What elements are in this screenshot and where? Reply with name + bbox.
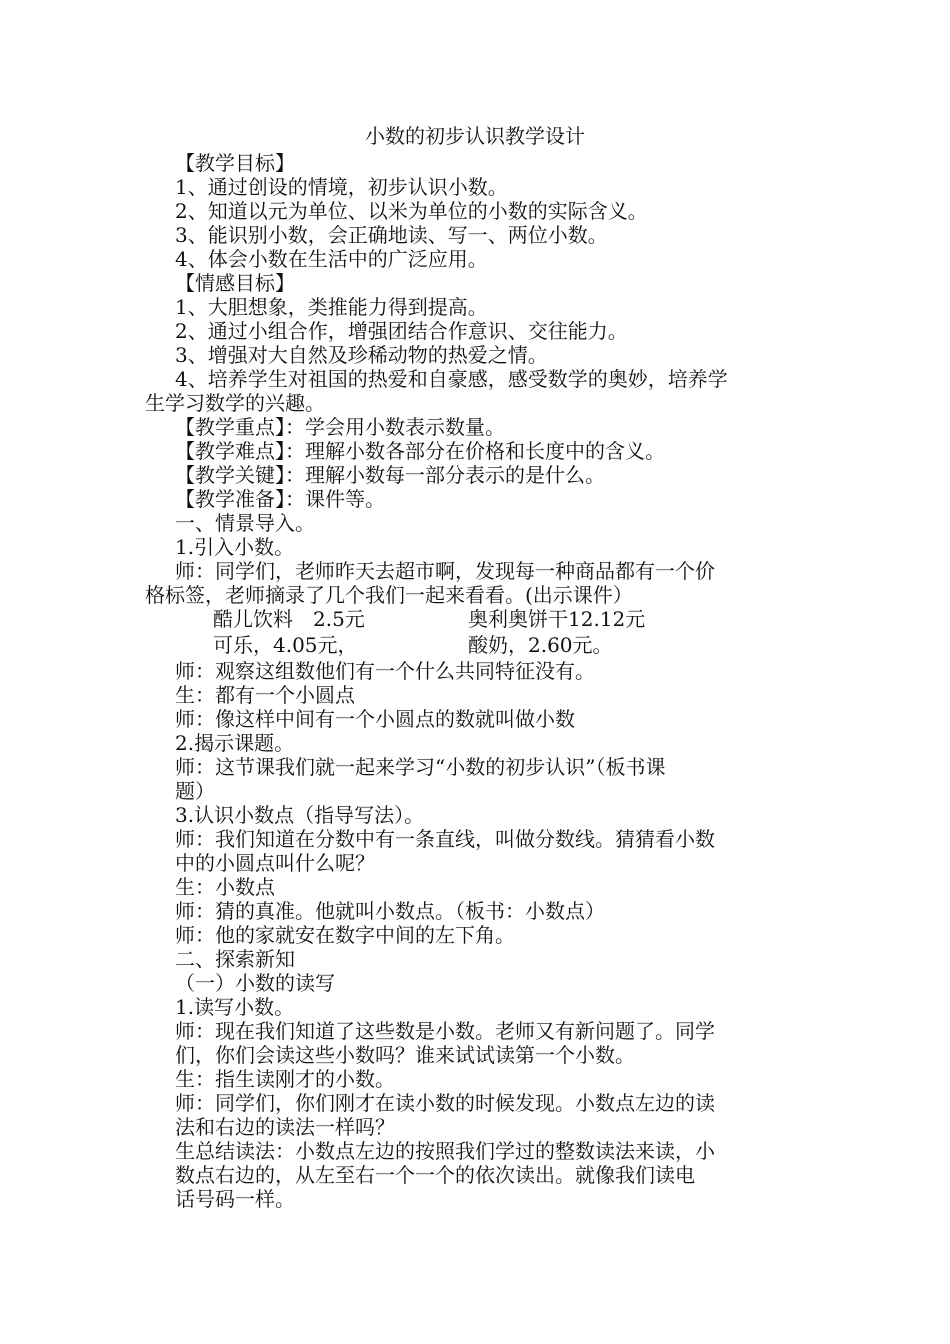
- paragraph-line: 生学习数学的兴趣。: [145, 391, 325, 415]
- paragraph-line: 格标签，老师摘录了几个我们一起来看看。(出示课件）: [145, 583, 633, 607]
- paragraph-line: 1、通过创设的情境，初步认识小数。: [175, 175, 508, 199]
- heading-preparation: 【教学准备】：课件等。: [175, 487, 385, 511]
- paragraph-line: 师：猜的真准。他就叫小数点。（板书：小数点）: [175, 899, 605, 923]
- paragraph-line: 数点右边的，从左至右一个一个的依次读出。就像我们读电: [175, 1163, 695, 1187]
- paragraph-line: 4、体会小数在生活中的广泛应用。: [175, 247, 488, 271]
- heading-emotional-goals: 【情感目标】: [175, 271, 295, 295]
- subsection-heading: 3.认识小数点（指导写法）。: [175, 803, 425, 827]
- goods-item: 酸奶，2.60元。: [468, 633, 613, 657]
- paragraph-line: 生总结读法：小数点左边的按照我们学过的整数读法来读，小: [175, 1139, 715, 1163]
- paragraph-line: 中的小圆点叫什么呢？: [175, 851, 375, 875]
- paragraph-line: 师：我们知道在分数中有一条直线，叫做分数线。猜猜看小数: [175, 827, 715, 851]
- paragraph-line: 师：观察这组数他们有一个什么共同特征没有。: [175, 659, 595, 683]
- heading-difficulty: 【教学难点】：理解小数各部分在价格和长度中的含义。: [175, 439, 665, 463]
- heading-teaching-goals: 【教学目标】: [175, 151, 295, 175]
- paragraph-line: 话号码一样。: [175, 1187, 295, 1211]
- paragraph-line: 2、通过小组合作，增强团结合作意识、交往能力。: [175, 319, 628, 343]
- paragraph-line: 生：都有一个小圆点: [175, 683, 355, 707]
- paragraph-line: 1、大胆想象，类推能力得到提高。: [175, 295, 488, 319]
- section-heading: 一、情景导入。: [175, 511, 315, 535]
- subsection-heading: 1.引入小数。: [175, 535, 295, 559]
- subsection-heading: 2.揭示课题。: [175, 731, 295, 755]
- paragraph-line: 题）: [175, 779, 215, 803]
- paragraph-line: 师：同学们，老师昨天去超市啊，发现每一种商品都有一个价: [175, 559, 715, 583]
- paragraph-line: 师：他的家就安在数字中间的左下角。: [175, 923, 515, 947]
- paragraph-line: 师：现在我们知道了这些数是小数。老师又有新问题了。同学: [175, 1019, 715, 1043]
- heading-key-point: 【教学重点】：学会用小数表示数量。: [175, 415, 505, 439]
- paragraph-line: 2、知道以元为单位、以米为单位的小数的实际含义。: [175, 199, 648, 223]
- goods-item: 可乐，4.05元，: [213, 633, 358, 657]
- document-title: 小数的初步认识教学设计: [365, 124, 585, 148]
- paragraph-line: 师：像这样中间有一个小圆点的数就叫做小数: [175, 707, 575, 731]
- paragraph-line: 生：小数点: [175, 875, 275, 899]
- paragraph-line: 师：同学们，你们刚才在读小数的时候发现。小数点左边的读: [175, 1091, 715, 1115]
- subsection-heading: 1.读写小数。: [175, 995, 295, 1019]
- goods-item: 酷儿饮料 2.5元: [213, 607, 365, 631]
- paragraph-line: 3、增强对大自然及珍稀动物的热爱之情。: [175, 343, 548, 367]
- subsection-heading: （一）小数的读写: [175, 971, 335, 995]
- goods-item: 奥利奥饼干12.12元: [468, 607, 646, 631]
- section-heading: 二、探索新知: [175, 947, 295, 971]
- paragraph-line: 师：这节课我们就一起来学习“小数的初步认识”（板书课: [175, 755, 666, 779]
- paragraph-line: 4、培养学生对祖国的热爱和自豪感，感受数学的奥妙，培养学: [175, 367, 728, 391]
- heading-key: 【教学关键】：理解小数每一部分表示的是什么。: [175, 463, 605, 487]
- paragraph-line: 法和右边的读法一样吗？: [175, 1115, 395, 1139]
- paragraph-line: 生：指生读刚才的小数。: [175, 1067, 395, 1091]
- paragraph-line: 们，你们会读这些小数吗？谁来试试读第一个小数。: [175, 1043, 635, 1067]
- paragraph-line: 3、能识别小数，会正确地读、写一、两位小数。: [175, 223, 608, 247]
